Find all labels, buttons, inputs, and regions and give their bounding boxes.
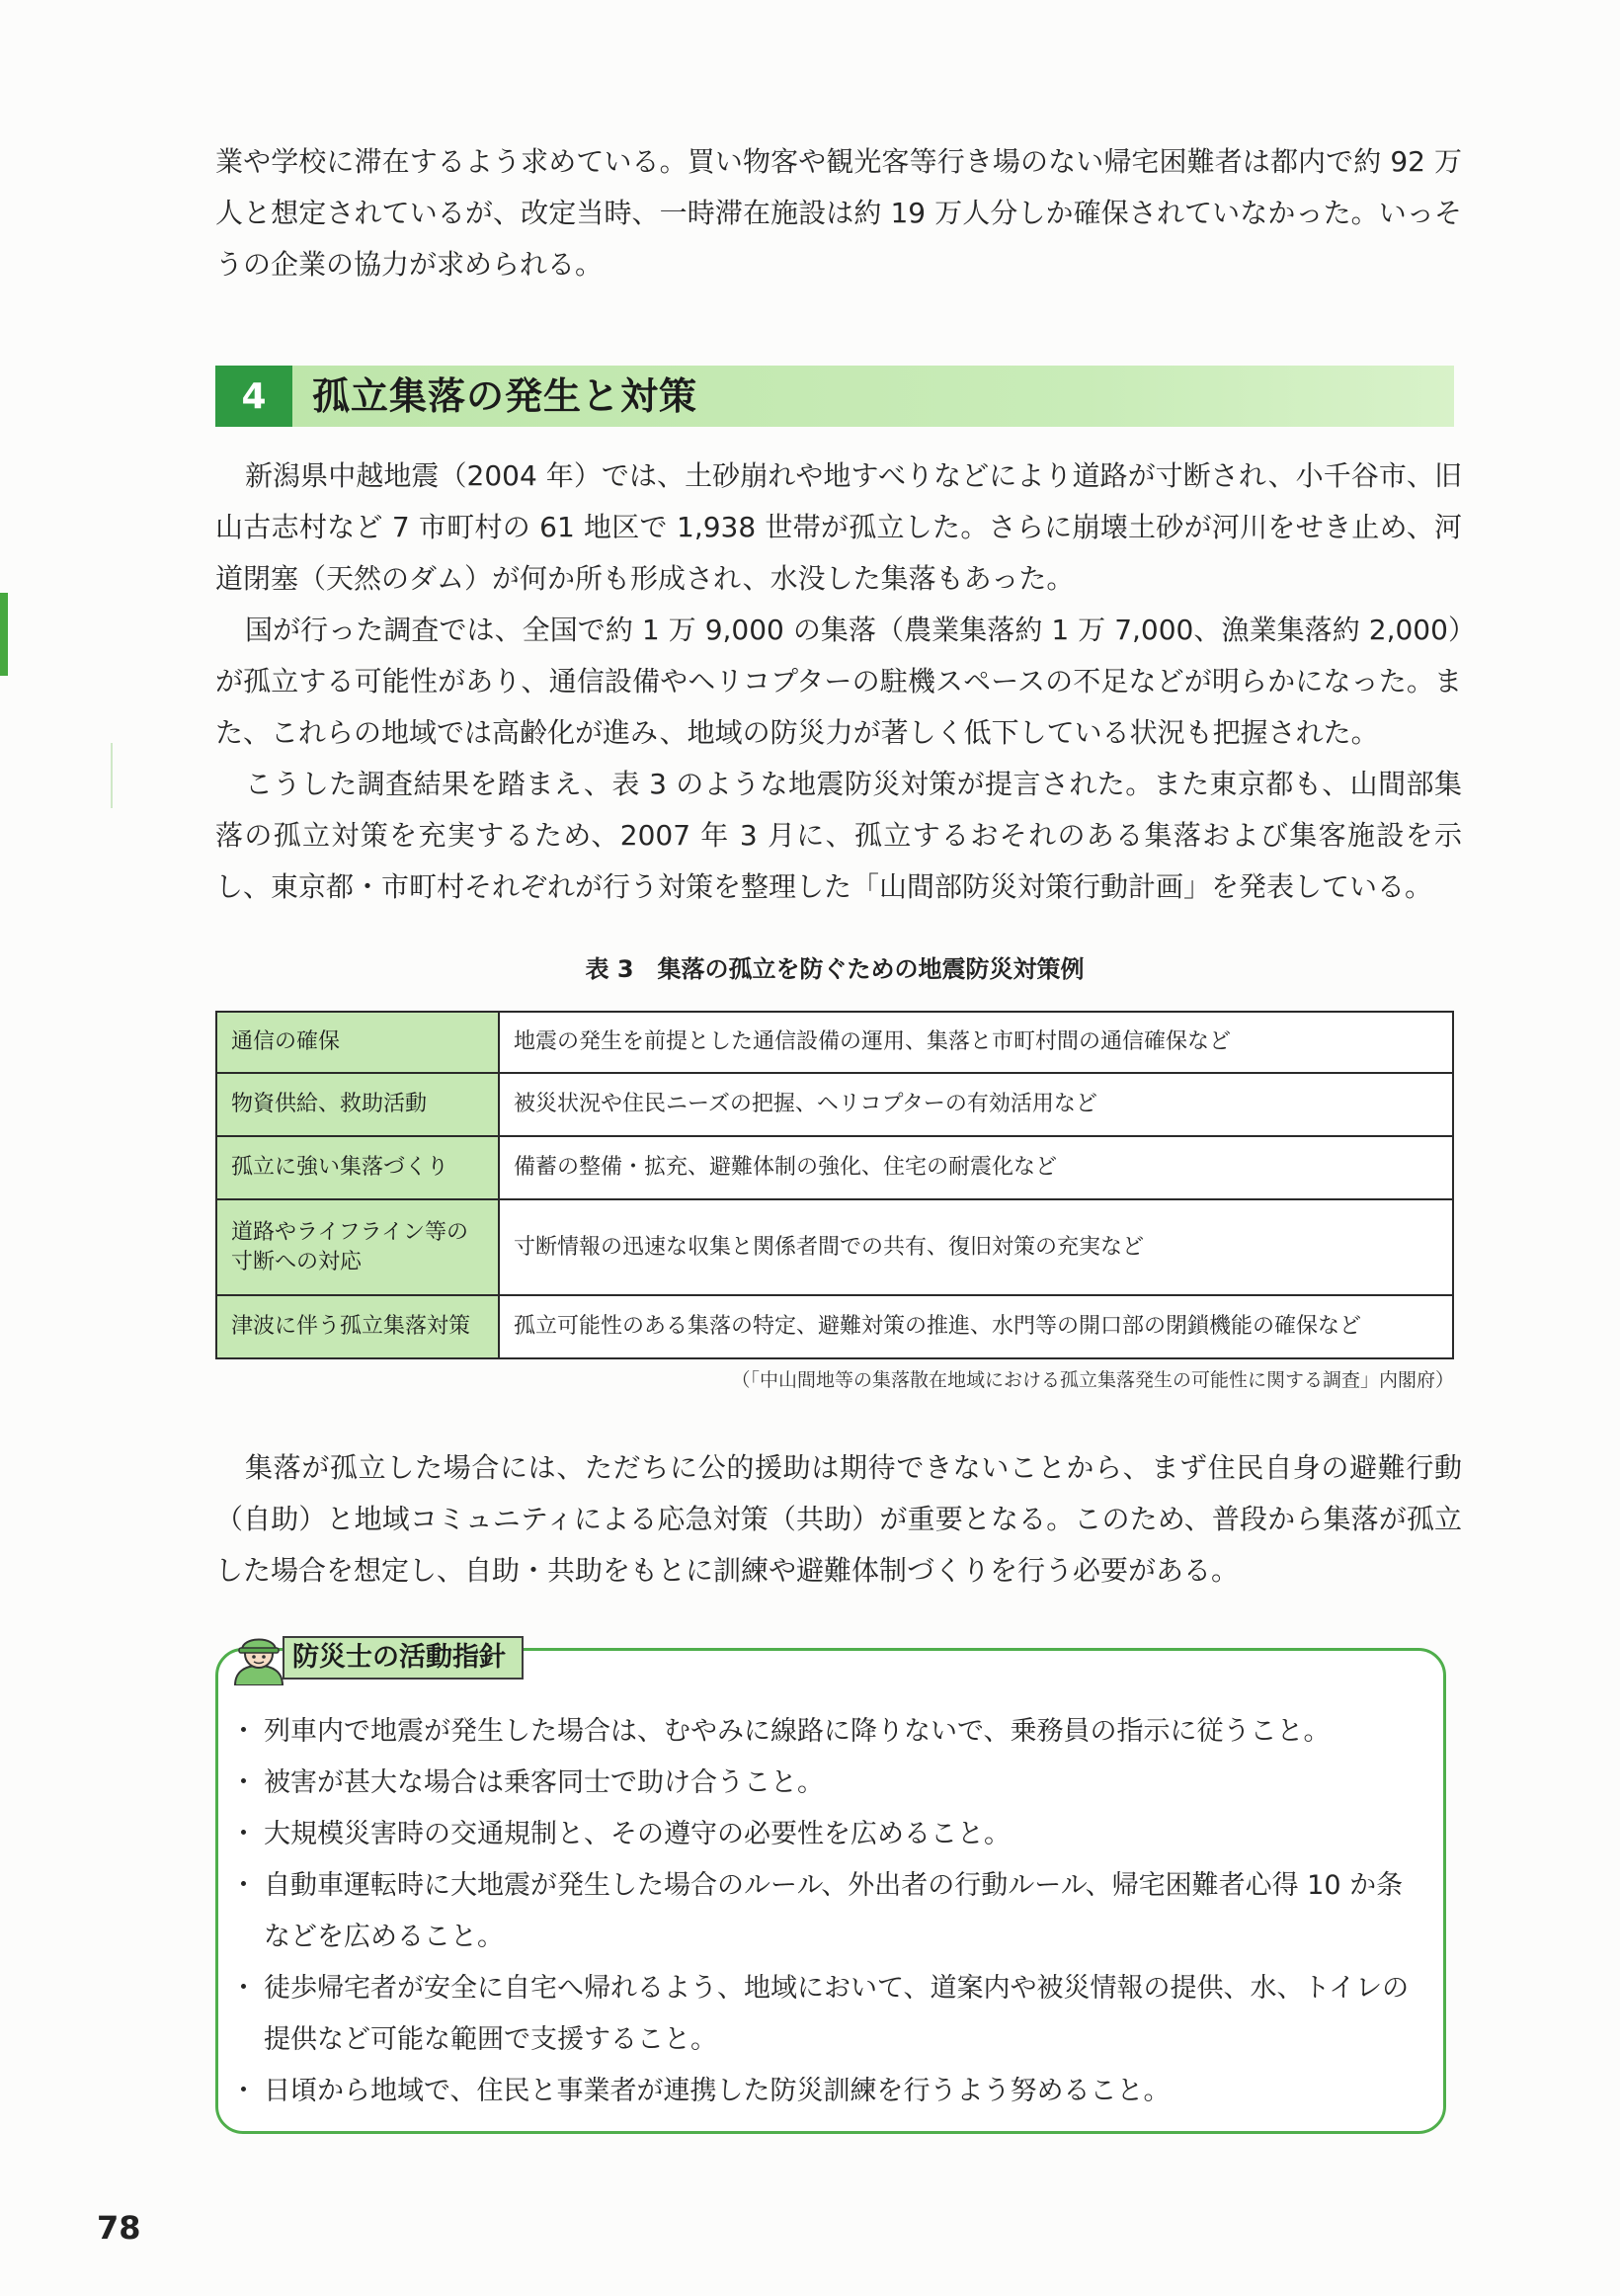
activity-guidelines-box: [215, 1648, 1446, 2134]
table-category-cell: 津波に伴う孤立集落対策: [216, 1295, 499, 1358]
table-row: [216, 1199, 1453, 1295]
list-item: ・ 徒歩帰宅者が安全に自宅へ帰れるよう、地域において、道案内や被災情報の提供、水、トイレの提供など可能な範囲で支援すること。: [238, 1963, 1419, 2066]
helmet-mascot-icon: [229, 1628, 288, 1685]
table-row: [216, 1136, 1453, 1199]
section-heading: [215, 366, 1454, 427]
page-number: 78: [97, 2209, 141, 2247]
section-title: 孤立集落の発生と対策: [312, 374, 698, 418]
margin-faint-line: [111, 743, 113, 808]
table-category-cell: 道路やライフライン等の寸断への対応: [216, 1199, 499, 1295]
table-source-note: （「中山間地等の集落散在地域における孤立集落発生の可能性に関する調査」内閣府）: [731, 1369, 1454, 1391]
list-item: ・ 列車内で地震が発生した場合は、むやみに線路に降りないで、乗務員の指示に従うこと。: [238, 1706, 1419, 1758]
list-item: ・ 大規模災害時の交通規制と、その遵守の必要性を広めること。: [238, 1809, 1419, 1860]
table-measures-cell: 被災状況や住民ニーズの把握、ヘリコプターの有効活用など: [499, 1073, 1453, 1136]
body-paragraph: 国が行った調査では、全国で約 1 万 9,000 の集落（農業集落約 1 万 7,000、漁業集落約 2,000）が孤立する可能性があり、通信設備やヘリコプターの駐機スペースの不足などが明らかになった。また、これらの地域では高齢化が進み、地域の防災力が著しく低下している状況も把握された。: [215, 614, 1462, 749]
intro-paragraph: [215, 136, 1462, 290]
activity-label: 防災士の活動指針: [283, 1636, 524, 1680]
after-table-paragraph-text: 集落が孤立した場合には、ただちに公的援助は期待できないことから、まず住民自身の避難行動（自助）と地域コミュニティによる応急対策（共助）が重要となる。このため、普段から集落が孤立した場合を想定し、自助・共助をもとに訓練や避難体制づくりを行う必要がある。: [215, 1451, 1462, 1587]
table-measures-cell: 孤立可能性のある集落の特定、避難対策の推進、水門等の開口部の閉鎖機能の確保など: [499, 1295, 1453, 1358]
after-table-paragraph: [215, 1442, 1462, 1597]
table-category-cell: 物資供給、救助活動: [216, 1073, 499, 1136]
list-item: ・ 自動車運転時に大地震が発生した場合のルール、外出者の行動ルール、帰宅困難者心得 10 か条などを広めること。: [238, 1860, 1419, 1963]
list-item: ・ 被害が甚大な場合は乗客同士で助け合うこと。: [238, 1758, 1419, 1809]
table-row: [216, 1012, 1453, 1073]
table-caption: 表 3 集落の孤立を防ぐための地震防災対策例: [585, 955, 1085, 983]
body-paragraph: 新潟県中越地震（2004 年）では、土砂崩れや地すべりなどにより道路が寸断され、小千谷市、旧山古志村など 7 市町村の 61 地区で 1,938 世帯が孤立した。さらに崩壊土砂が河川をせき止め、河道閉塞（天然のダム）が何か所も形成され、水没した集落もあった。: [215, 459, 1462, 595]
intro-paragraph-text: 業や学校に滞在するよう求めている。買い物客や観光客等行き場のない帰宅困難者は都内で約 92 万人と想定されているが、改定当時、一時滞在施設は約 19 万人分しか確保されていなかった。いっそうの企業の協力が求められる。: [215, 145, 1462, 281]
table-measures-cell: 備蓄の整備・拡充、避難体制の強化、住宅の耐震化など: [499, 1136, 1453, 1199]
section-number: 4: [215, 366, 292, 427]
activity-guidelines-list: [238, 1706, 1419, 2117]
section-body: [215, 451, 1462, 913]
table-measures-cell: 地震の発生を前提とした通信設備の運用、集落と市町村間の通信確保など: [499, 1012, 1453, 1073]
table-row: [216, 1073, 1453, 1136]
table-measures-cell: 寸断情報の迅速な収集と関係者間での共有、復旧対策の充実など: [499, 1199, 1453, 1295]
table-category-cell: 通信の確保: [216, 1012, 499, 1073]
list-item: ・ 日頃から地域で、住民と事業者が連携した防災訓練を行うよう努めること。: [238, 2066, 1419, 2117]
body-paragraph: こうした調査結果を踏まえ、表 3 のような地震防災対策が提言された。また東京都も、山間部集落の孤立対策を充実するため、2007 年 3 月に、孤立するおそれのある集落および集客施設を示し、東京都・市町村それぞれが行う対策を整理した「山間部防災対策行動計画」を発表している。: [215, 768, 1462, 903]
margin-color-tab: [0, 593, 8, 676]
table-category-cell: 孤立に強い集落づくり: [216, 1136, 499, 1199]
table-row: [216, 1295, 1453, 1358]
measures-table: [215, 1011, 1454, 1359]
